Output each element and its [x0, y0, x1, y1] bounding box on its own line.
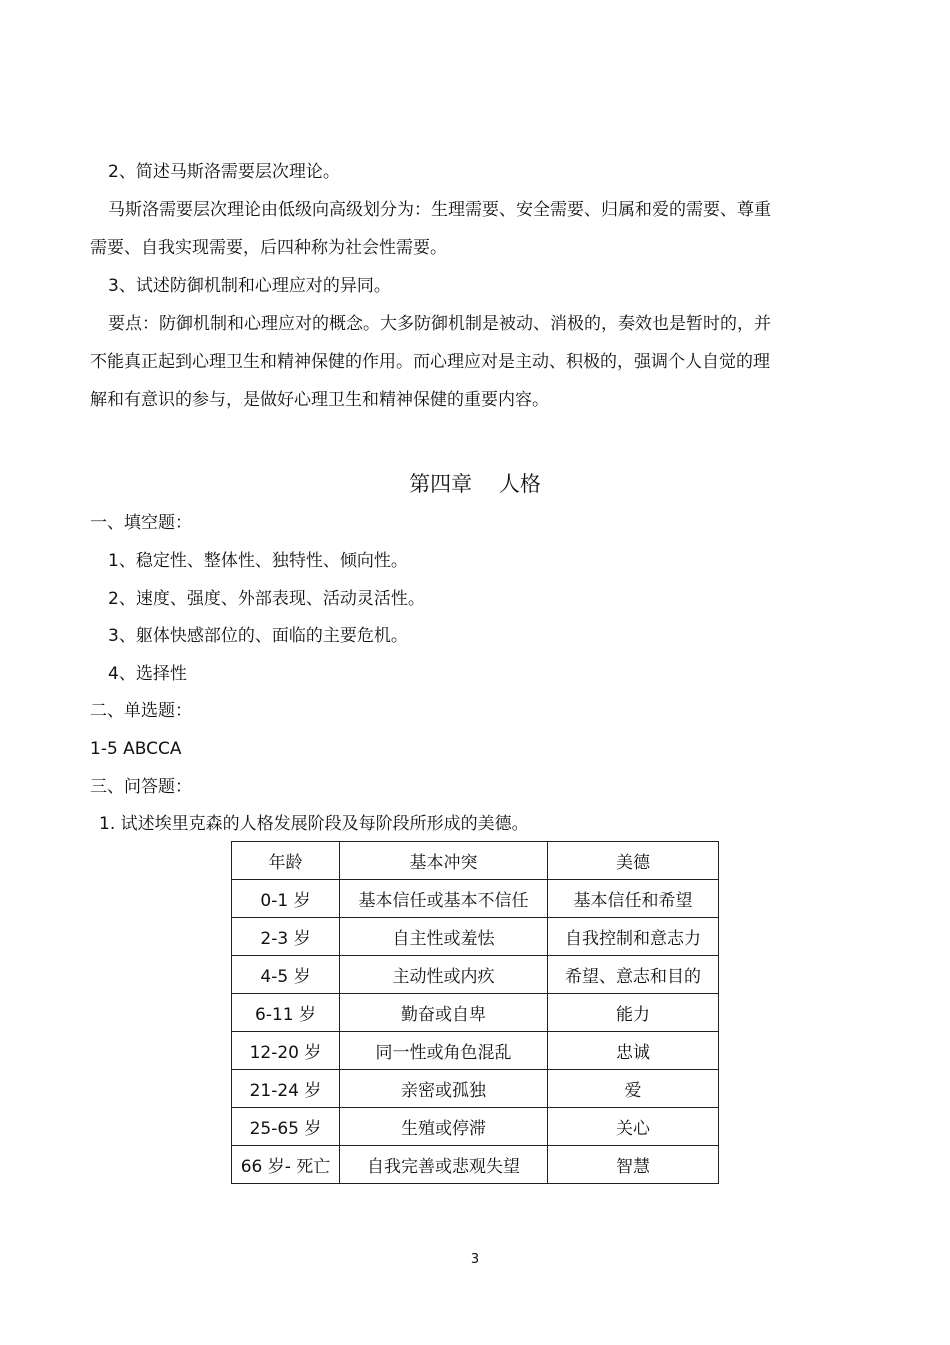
- table-row: [232, 956, 719, 994]
- conflict-cell: 生殖或停滞: [340, 1108, 548, 1146]
- age-cell: 2-3 岁: [232, 918, 340, 956]
- fill-blank-item-1: 1、稳定性、整体性、独特性、倾向性。: [108, 551, 408, 571]
- chapter-title: 第四章 人格: [409, 472, 541, 496]
- conflict-cell: 主动性或内疚: [340, 956, 548, 994]
- table-row: [232, 1070, 719, 1108]
- age-cell: 66 岁- 死亡: [232, 1146, 340, 1184]
- virtue-cell: 自我控制和意志力: [548, 918, 719, 956]
- conflict-cell: 基本信任或基本不信任: [340, 880, 548, 918]
- erikson-stages-table: [231, 841, 719, 1184]
- qa-heading: 三、问答题：: [90, 777, 192, 797]
- single-choice-answer: 1-5 ABCCA: [90, 739, 182, 759]
- age-cell: 12-20 岁: [232, 1032, 340, 1070]
- q3-answer-line-3: 解和有意识的参与，是做好心理卫生和精神保健的重要内容。: [90, 390, 549, 410]
- age-cell: 4-5 岁: [232, 956, 340, 994]
- table-row: [232, 918, 719, 956]
- table-header-row: [232, 842, 719, 880]
- table-row: [232, 994, 719, 1032]
- age-cell: 0-1 岁: [232, 880, 340, 918]
- virtue-cell: 关心: [548, 1108, 719, 1146]
- virtue-cell: 忠诚: [548, 1032, 719, 1070]
- conflict-cell: 自主性或羞怯: [340, 918, 548, 956]
- virtue-cell: 爱: [548, 1070, 719, 1108]
- table-row: [232, 1032, 719, 1070]
- header-cell-conflict: 基本冲突: [340, 842, 548, 880]
- q2-answer-line-2: 需要、自我实现需要，后四种称为社会性需要。: [90, 238, 447, 258]
- q2-title: 2、简述马斯洛需要层次理论。: [108, 162, 340, 182]
- fill-blank-item-4: 4、选择性: [108, 664, 187, 684]
- table-row: [232, 1108, 719, 1146]
- virtue-cell: 基本信任和希望: [548, 880, 719, 918]
- q3-title: 3、试述防御机制和心理应对的异同。: [108, 276, 391, 296]
- conflict-cell: 亲密或孤独: [340, 1070, 548, 1108]
- conflict-cell: 同一性或角色混乱: [340, 1032, 548, 1070]
- virtue-cell: 智慧: [548, 1146, 719, 1184]
- fill-blank-item-2: 2、速度、强度、外部表现、活动灵活性。: [108, 589, 425, 609]
- q2-answer-line-1: 马斯洛需要层次理论由低级向高级划分为：生理需要、安全需要、归属和爱的需要、尊重: [108, 200, 771, 220]
- age-cell: 6-11 岁: [232, 994, 340, 1032]
- table-row: [232, 880, 719, 918]
- q3-answer-line-2: 不能真正起到心理卫生和精神保健的作用。而心理应对是主动、积极的，强调个人自觉的理: [90, 352, 770, 372]
- single-choice-heading: 二、单选题：: [90, 701, 192, 721]
- conflict-cell: 自我完善或悲观失望: [340, 1146, 548, 1184]
- fill-blank-item-3: 3、躯体快感部位的、面临的主要危机。: [108, 626, 408, 646]
- header-cell-virtue: 美德: [548, 842, 719, 880]
- virtue-cell: 能力: [548, 994, 719, 1032]
- fill-blank-heading: 一、填空题：: [90, 513, 192, 533]
- q3-answer-line-1: 要点：防御机制和心理应对的概念。大多防御机制是被动、消极的，奏效也是暂时的，并: [108, 314, 771, 334]
- age-cell: 21-24 岁: [232, 1070, 340, 1108]
- conflict-cell: 勤奋或自卑: [340, 994, 548, 1032]
- age-cell: 25-65 岁: [232, 1108, 340, 1146]
- table-row: [232, 1146, 719, 1184]
- page-number: 3: [470, 1252, 480, 1267]
- qa-q1-title: 1. 试述埃里克森的人格发展阶段及每阶段所形成的美德。: [99, 814, 529, 834]
- virtue-cell: 希望、意志和目的: [548, 956, 719, 994]
- header-cell-age: 年龄: [232, 842, 340, 880]
